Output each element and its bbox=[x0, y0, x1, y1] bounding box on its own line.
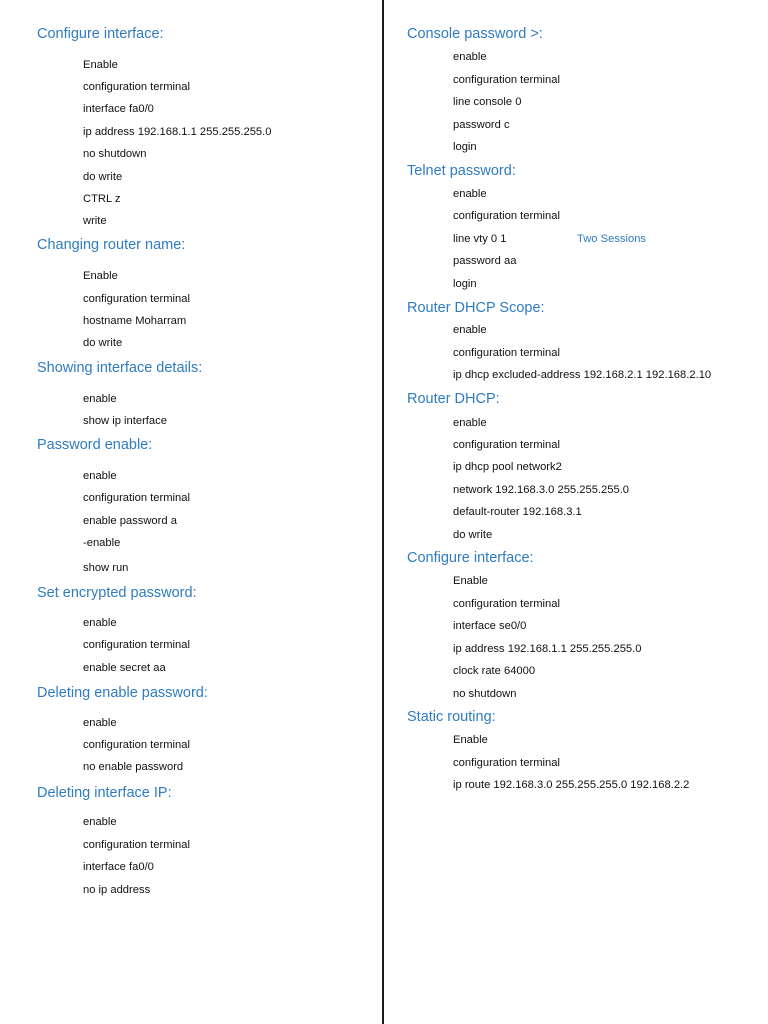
command-line: configuration terminal bbox=[453, 439, 560, 451]
command-line: configuration terminal bbox=[453, 210, 560, 222]
command-line: show run bbox=[83, 562, 129, 574]
command-line: Enable bbox=[83, 59, 118, 71]
section-title-password-enable: Password enable: bbox=[37, 437, 153, 453]
command-line: Enable bbox=[83, 270, 118, 282]
section-title-configure-interface: Configure interface: bbox=[37, 26, 164, 42]
column-divider bbox=[382, 0, 384, 1024]
two-sessions-note: Two Sessions bbox=[577, 233, 647, 245]
command-line: enable bbox=[83, 816, 117, 828]
command-line: no shutdown bbox=[453, 688, 517, 700]
command-line: enable bbox=[453, 51, 487, 63]
command-line: ip dhcp pool network2 bbox=[453, 461, 562, 473]
command-line: enable bbox=[453, 324, 487, 336]
command-line: no ip address bbox=[83, 884, 151, 896]
command-line: configuration terminal bbox=[453, 74, 560, 86]
command-line: hostname Moharram bbox=[83, 315, 187, 327]
command-line: Enable bbox=[453, 575, 488, 587]
command-line: enable secret aa bbox=[83, 662, 166, 674]
command-line: enable bbox=[453, 417, 487, 429]
command-line: do write bbox=[83, 171, 123, 183]
command-line: ip address 192.168.1.1 255.255.255.0 bbox=[453, 643, 642, 655]
section-title-static-routing: Static routing: bbox=[407, 709, 496, 725]
command-line: configuration terminal bbox=[83, 293, 190, 305]
command-line: configuration terminal bbox=[83, 739, 190, 751]
section-title-set-encrypted-password: Set encrypted password: bbox=[37, 585, 197, 601]
command-line: configuration terminal bbox=[453, 757, 560, 769]
command-line: ip dhcp excluded-address 192.168.2.1 192.168.2.10 bbox=[453, 369, 712, 381]
section-title-showing-interface-details: Showing interface details: bbox=[37, 360, 203, 376]
section-title-router-dhcp: Router DHCP: bbox=[407, 391, 500, 407]
command-line: CTRL z bbox=[83, 193, 121, 205]
section-title-router-dhcp-scope: Router DHCP Scope: bbox=[407, 300, 545, 316]
command-line: enable bbox=[83, 393, 117, 405]
command-line: login bbox=[453, 141, 477, 153]
command-line: line vty 0 1 bbox=[453, 233, 507, 245]
command-line: configuration terminal bbox=[83, 639, 190, 651]
section-title-configure-interface: Configure interface: bbox=[407, 550, 534, 566]
command-line: interface se0/0 bbox=[453, 620, 527, 632]
command-line: do write bbox=[453, 529, 493, 541]
command-line: configuration terminal bbox=[453, 598, 560, 610]
command-line: show ip interface bbox=[83, 415, 167, 427]
command-line: enable password a bbox=[83, 515, 177, 527]
section-title-console-password: Console password >: bbox=[407, 26, 543, 42]
command-line: enable bbox=[83, 717, 117, 729]
command-line: configuration terminal bbox=[453, 347, 560, 359]
section-title-changing-router-name: Changing router name: bbox=[37, 237, 186, 253]
command-line: ip route 192.168.3.0 255.255.255.0 192.168.2.2 bbox=[453, 779, 690, 791]
command-line: configuration terminal bbox=[83, 492, 190, 504]
command-line: no enable password bbox=[83, 761, 184, 773]
command-line: no shutdown bbox=[83, 148, 147, 160]
command-line: clock rate 64000 bbox=[453, 665, 536, 677]
section-title-deleting-enable-password: Deleting enable password: bbox=[37, 685, 208, 701]
command-line: password c bbox=[453, 119, 510, 131]
command-line: write bbox=[83, 215, 107, 227]
section-title-telnet-password: Telnet password: bbox=[407, 163, 516, 179]
command-line: configuration terminal bbox=[83, 81, 190, 93]
command-line: login bbox=[453, 278, 477, 290]
command-line: -enable bbox=[83, 537, 121, 549]
command-line: ip address 192.168.1.1 255.255.255.0 bbox=[83, 126, 272, 138]
command-line: enable bbox=[83, 470, 117, 482]
command-line: Enable bbox=[453, 734, 488, 746]
command-line: interface fa0/0 bbox=[83, 861, 154, 873]
command-line: enable bbox=[453, 188, 487, 200]
command-line: network 192.168.3.0 255.255.255.0 bbox=[453, 484, 630, 496]
command-line: password aa bbox=[453, 255, 517, 267]
command-line: default-router 192.168.3.1 bbox=[453, 506, 582, 518]
section-title-deleting-interface-ip: Deleting interface IP: bbox=[37, 785, 172, 801]
command-line: configuration terminal bbox=[83, 839, 190, 851]
command-line: do write bbox=[83, 337, 123, 349]
command-line: enable bbox=[83, 617, 117, 629]
command-line: line console 0 bbox=[453, 96, 522, 108]
command-line: interface fa0/0 bbox=[83, 103, 154, 115]
